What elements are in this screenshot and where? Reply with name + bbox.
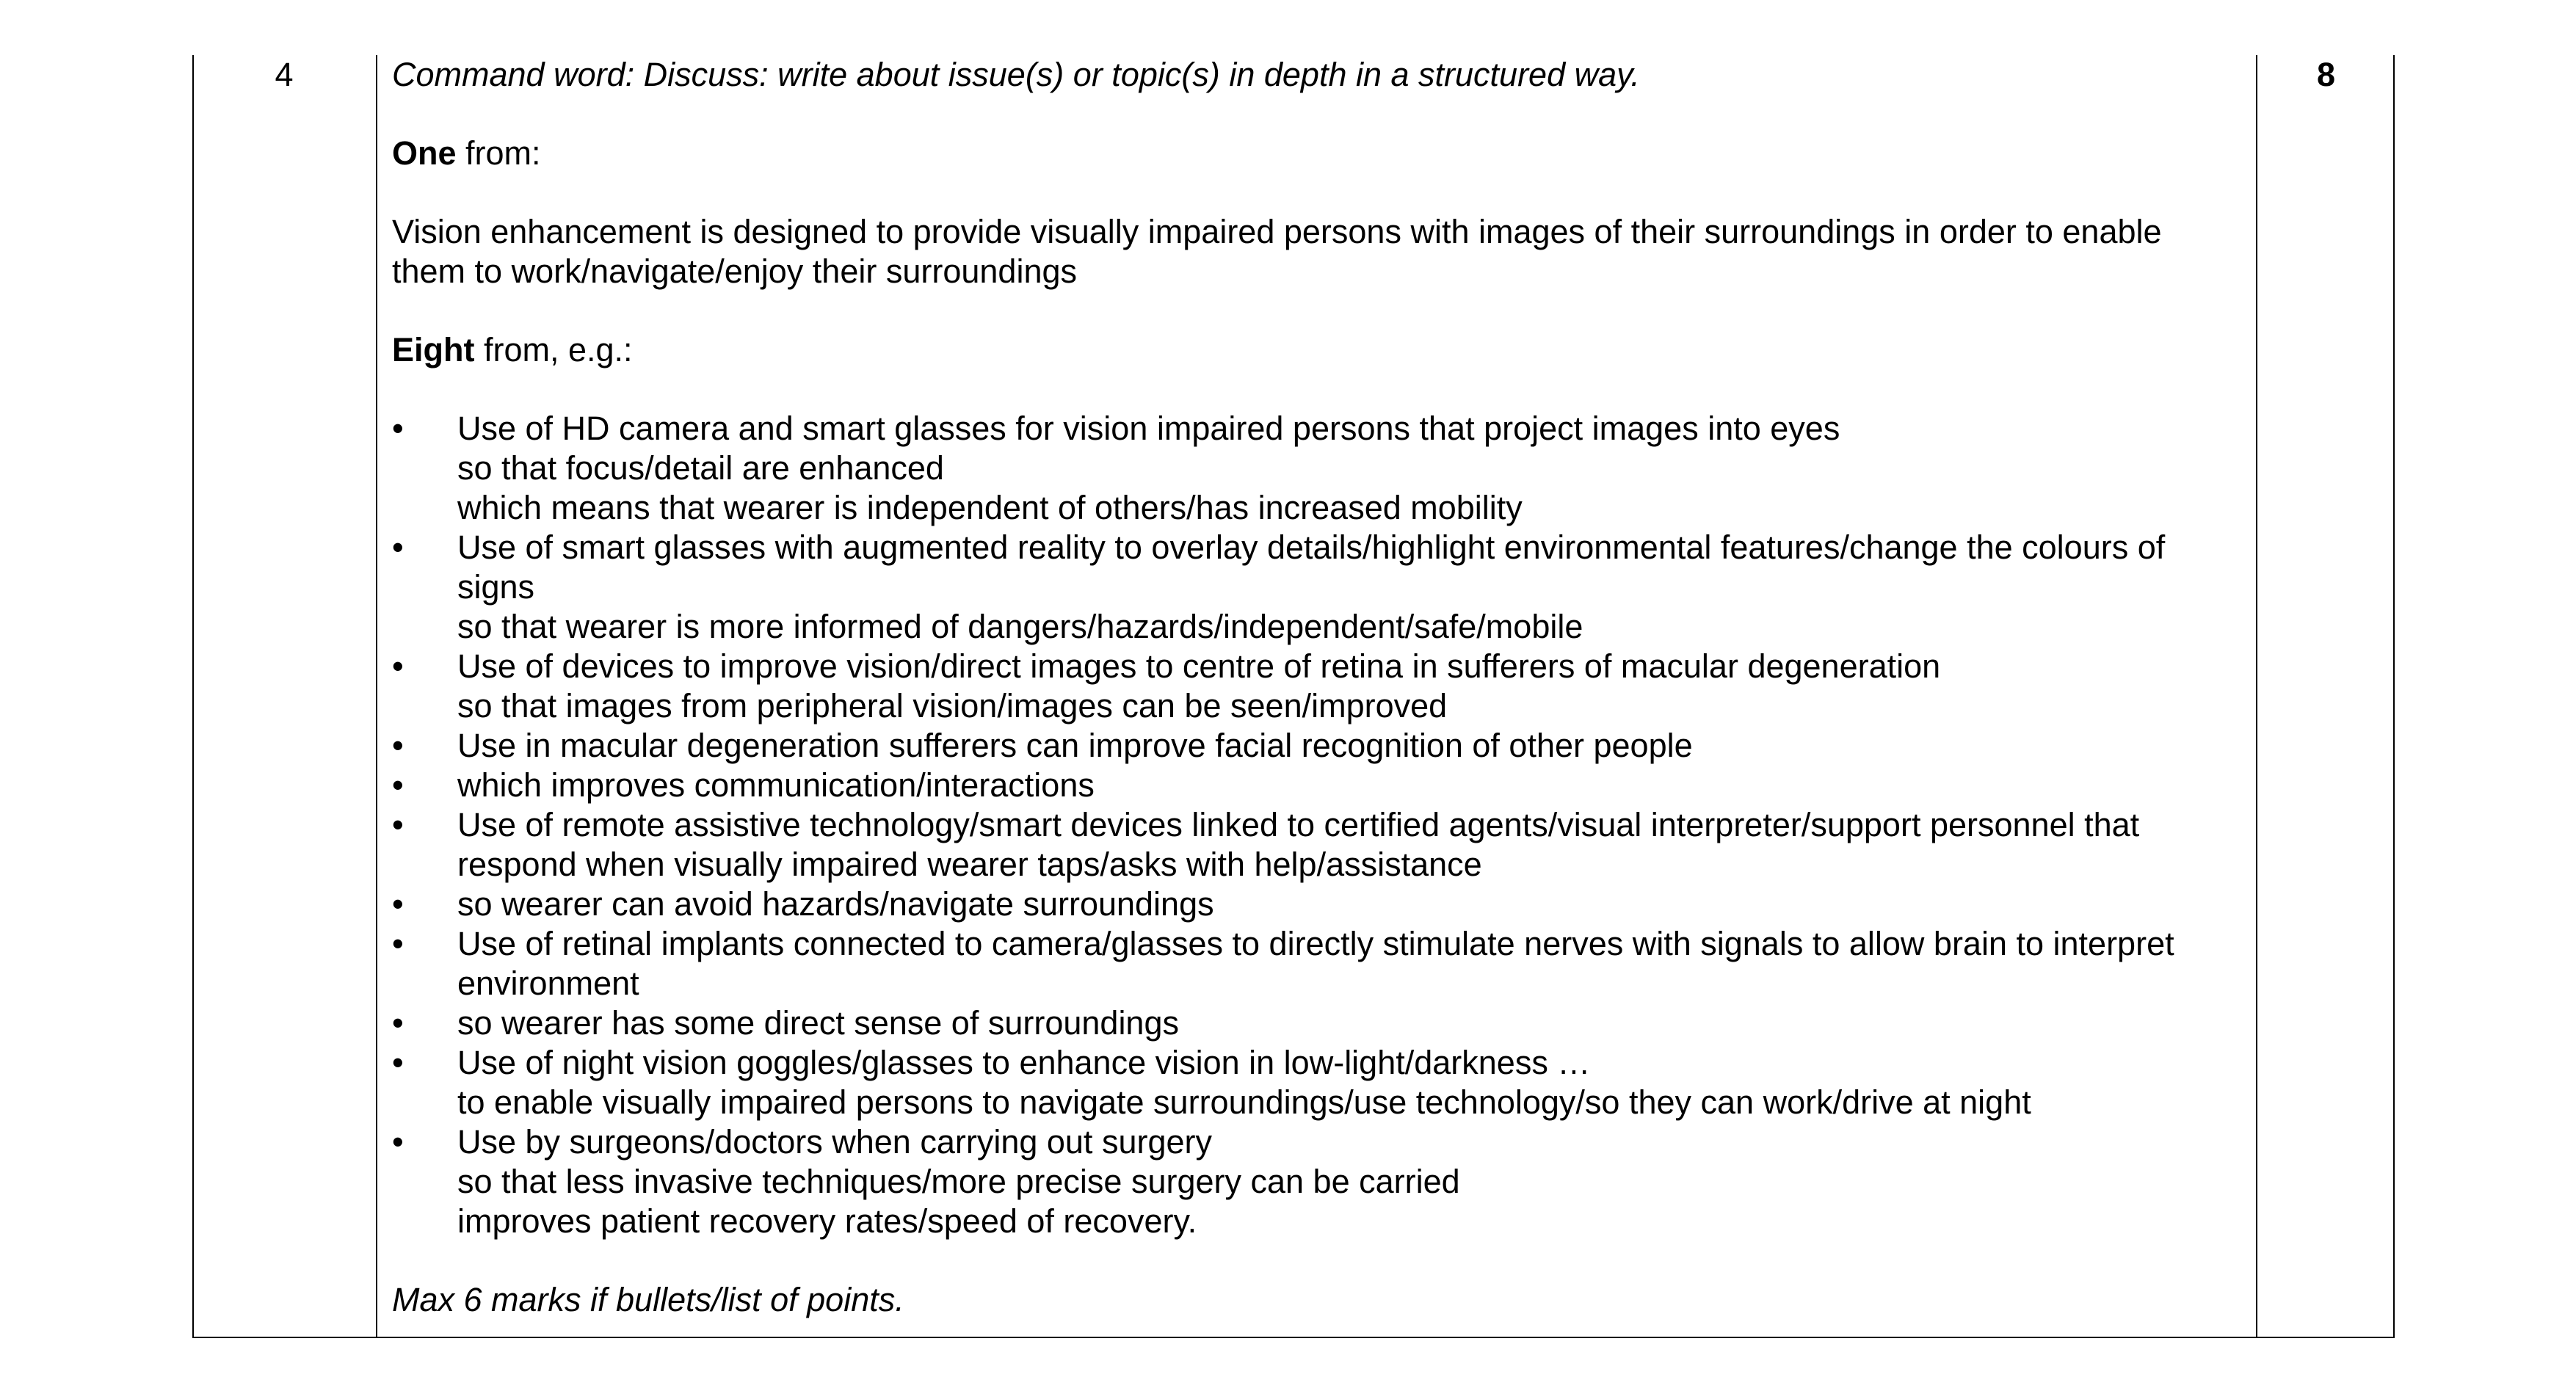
bullet-item	[392, 409, 2242, 528]
bullet-line: Use of retinal implants connected to camera/glasses to directly stimulate nerves with signals to allow brain to interpret	[457, 925, 2174, 962]
bullet-dot-icon: •	[392, 1123, 404, 1161]
max-marks-note: Max 6 marks if bullets/list of points.	[392, 1281, 904, 1318]
table-border-left	[192, 55, 194, 1338]
bullet-line: so that wearer is more informed of dangers/hazards/independent/safe/mobile	[457, 608, 1583, 645]
mark-scheme-table	[192, 55, 2395, 1338]
bullet-line: respond when visually impaired wearer taps/asks with help/assistance	[457, 846, 1482, 883]
bullet-item	[392, 766, 2242, 805]
bullet-item	[392, 1003, 2242, 1043]
definition-line: Vision enhancement is designed to provide visually impaired persons with images of their surroundings in order to enable	[392, 213, 2162, 250]
marks-value: 8	[2316, 56, 2336, 93]
bullet-dot-icon: •	[392, 727, 404, 764]
definition-paragraph	[392, 212, 2242, 291]
bullet-item	[392, 528, 2242, 647]
bullet-dot-icon: •	[392, 1044, 404, 1081]
bullet-line: so wearer can avoid hazards/navigate surroundings	[457, 885, 1214, 923]
bullet-line: Use by surgeons/doctors when carrying out surgery	[457, 1123, 1212, 1161]
bullet-item	[392, 924, 2242, 1003]
bullet-list	[392, 409, 2242, 1241]
bullet-line: so wearer has some direct sense of surroundings	[457, 1004, 1179, 1042]
bullet-item	[392, 805, 2242, 885]
bullet-dot-icon: •	[392, 1004, 404, 1042]
bullet-line: which means that wearer is independent of others/has increased mobility	[457, 489, 1523, 526]
one-from-rest: from:	[456, 134, 541, 172]
bullet-line: Use of remote assistive technology/smart devices linked to certified agents/visual interpreter/support personnel that	[457, 806, 2140, 843]
bullet-line: so that images from peripheral vision/images can be seen/improved	[457, 687, 1448, 724]
eight-from-rest: from, e.g.:	[474, 331, 633, 368]
bullet-item	[392, 726, 2242, 766]
bullet-line: so that less invasive techniques/more precise surgery can be carried	[457, 1163, 1460, 1200]
bullet-line: so that focus/detail are enhanced	[457, 449, 944, 487]
bullet-line: signs	[457, 568, 535, 606]
eight-from-bold: Eight	[392, 331, 475, 368]
bullet-line: which improves communication/interactions	[457, 766, 1095, 804]
bullet-dot-icon: •	[392, 885, 404, 923]
bullet-item	[392, 647, 2242, 726]
table-border-right	[2393, 55, 2395, 1338]
bullet-dot-icon: •	[392, 806, 404, 843]
bullet-line: Use of smart glasses with augmented reality to overlay details/highlight environmental features/change the colours of	[457, 529, 2166, 566]
answer-guidance	[392, 55, 2242, 1320]
table-border-bottom	[192, 1337, 2395, 1338]
one-from-heading	[392, 134, 2242, 173]
bullet-item	[392, 1043, 2242, 1122]
bullet-line: environment	[457, 965, 639, 1002]
column-divider-question	[376, 55, 377, 1338]
question-number: 4	[275, 56, 294, 93]
definition-line: them to work/navigate/enjoy their surroundings	[392, 253, 1078, 290]
bullet-dot-icon: •	[392, 529, 404, 566]
command-word-text: Command word: Discuss: write about issue(s) or topic(s) in depth in a structured way.	[392, 56, 1640, 93]
column-divider-marks	[2256, 55, 2257, 1338]
eight-from-heading	[392, 330, 2242, 370]
bullet-item	[392, 1122, 2242, 1241]
bullet-line: Use of devices to improve vision/direct images to centre of retina in sufferers of macular degeneration	[457, 647, 1941, 685]
bullet-dot-icon: •	[392, 766, 404, 804]
bullet-line: to enable visually impaired persons to navigate surroundings/use technology/so they can work/drive at night	[457, 1083, 2031, 1121]
one-from-bold: One	[392, 134, 457, 172]
bullet-line: Use of HD camera and smart glasses for vision impaired persons that project images into eyes	[457, 410, 1840, 447]
bullet-item	[392, 885, 2242, 924]
bullet-line: improves patient recovery rates/speed of recovery.	[457, 1202, 1197, 1240]
bullet-dot-icon: •	[392, 925, 404, 962]
bullet-dot-icon: •	[392, 410, 404, 447]
bullet-line: Use of night vision goggles/glasses to enhance vision in low-light/darkness …	[457, 1044, 1591, 1081]
bullet-line: Use in macular degeneration sufferers can improve facial recognition of other people	[457, 727, 1693, 764]
bullet-dot-icon: •	[392, 647, 404, 685]
